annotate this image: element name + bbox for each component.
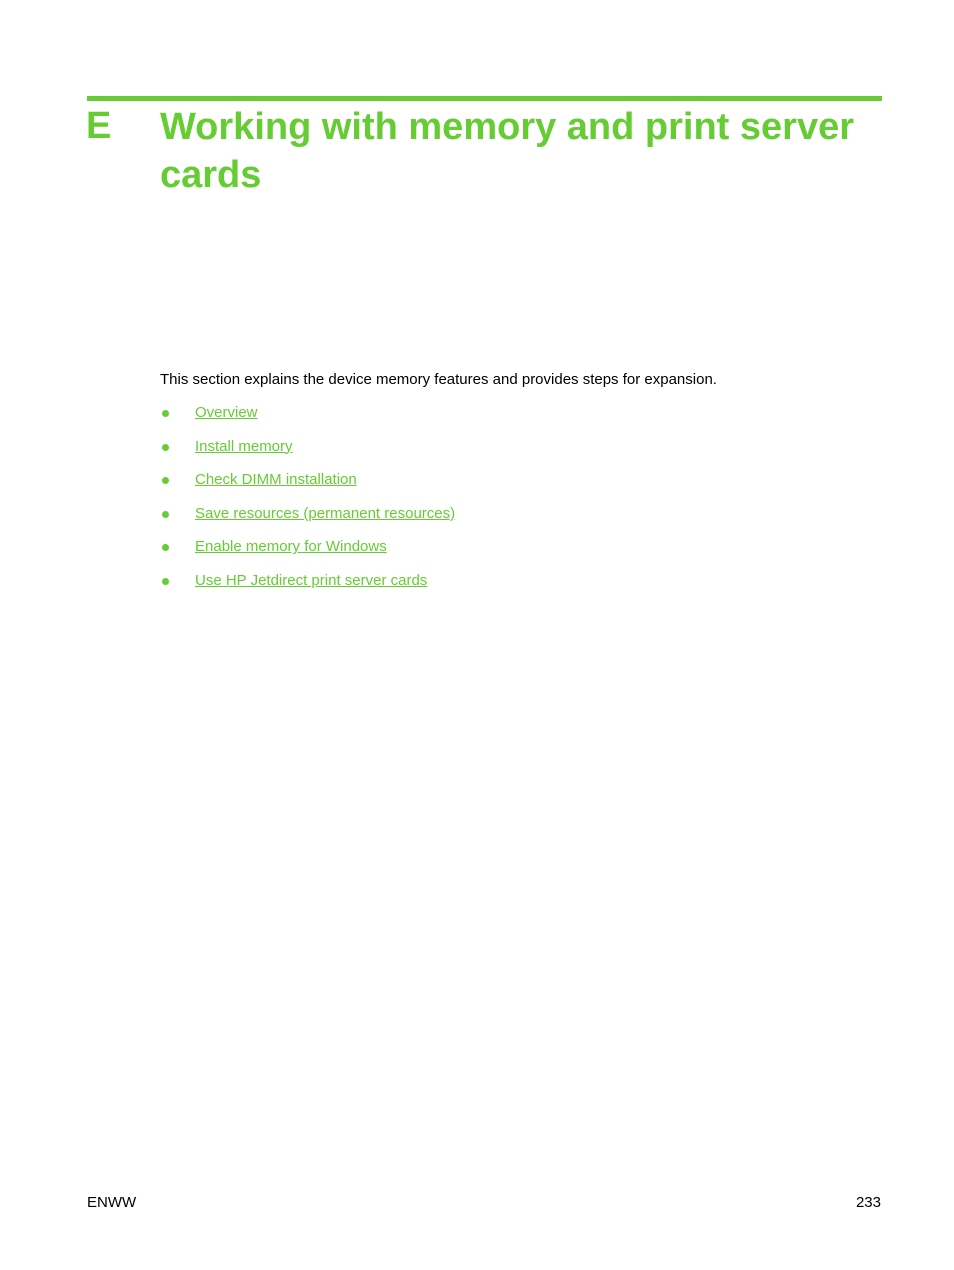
bullet-icon: [162, 477, 169, 484]
link-enable-memory-windows[interactable]: Enable memory for Windows: [195, 538, 387, 556]
link-overview[interactable]: Overview: [195, 404, 258, 421]
link-check-dimm-installation[interactable]: Check DIMM installation: [195, 471, 357, 489]
bullet-icon: [162, 578, 169, 585]
chapter-letter: E: [86, 105, 112, 147]
intro-paragraph: This section explains the device memory features and provides steps for expansion.: [160, 371, 717, 388]
link-install-memory[interactable]: Install memory: [195, 437, 293, 455]
link-save-resources[interactable]: Save resources (permanent resources): [195, 504, 456, 522]
page-number: 233: [855, 1194, 881, 1211]
bullet-icon: [162, 410, 169, 417]
chapter-title: Working with memory and print server cards: [160, 106, 855, 196]
bullet-icon: [162, 544, 169, 551]
chapter-rule: [87, 96, 882, 101]
link-jetdirect-cards[interactable]: Use HP Jetdirect print server cards: [195, 571, 428, 589]
bullet-icon: [162, 444, 169, 451]
bullet-icon: [162, 511, 169, 518]
footer-label: ENWW: [87, 1194, 137, 1211]
